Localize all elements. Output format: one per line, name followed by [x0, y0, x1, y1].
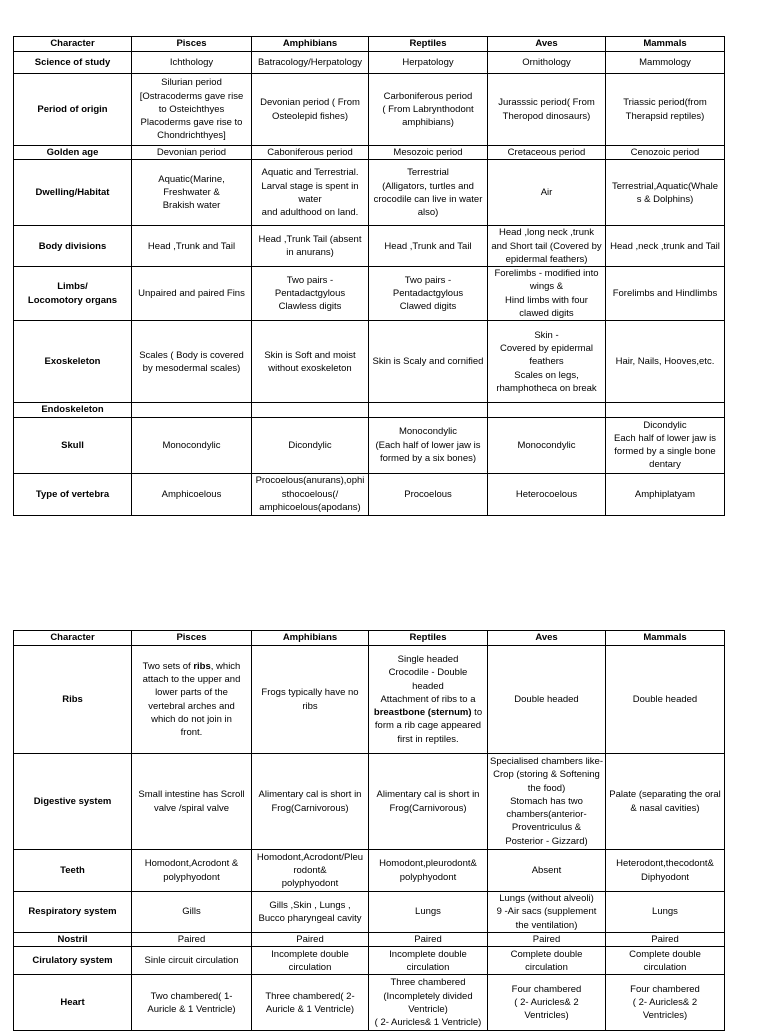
header-cell: Mammals [606, 37, 725, 52]
cell-reptiles: Terrestrial (Alligators, turtles and crocodile can live in water also) [369, 160, 488, 226]
cell-aves: Ornithology [488, 52, 606, 74]
cell-reptiles: Three chambered (Incompletely divided Ventricle) ( 2- Auricles& 1 Ventricle) [369, 975, 488, 1031]
cell-aves: Cretaceous period [488, 146, 606, 160]
cell-pisces: Silurian period [Ostracoderms gave rise to Osteichthyes Placoderms gave rise to Chondrichthyes] [132, 74, 252, 146]
table-header-row [14, 37, 725, 52]
row-character: Type of vertebra [14, 473, 132, 515]
cell-reptiles: Mesozoic period [369, 146, 488, 160]
cell-reptiles: Single headed Crocodile - Double headed Attachment of ribs to a breastbone (sternum) to form a rib cage appeared first in reptiles. [369, 646, 488, 754]
cell-aves: Forelimbs - modified into wings & Hind limbs with four clawed digits [488, 267, 606, 321]
table-row [14, 160, 725, 226]
cell-reptiles: Paired [369, 933, 488, 947]
row-character: Endoskeleton [14, 403, 132, 417]
cell-amphibians: Three chambered( 2- Auricle & 1 Ventricle) [252, 975, 369, 1031]
cell-mammals: Mammology [606, 52, 725, 74]
cell-pisces: Monocondylic [132, 417, 252, 473]
cell-amphibians: Dicondylic [252, 417, 369, 473]
cell-reptiles: Incomplete double circulation [369, 947, 488, 975]
cell-mammals: Four chambered ( 2- Auricles& 2 Ventricles) [606, 975, 725, 1031]
table-row [14, 321, 725, 403]
row-character: Cirulatory system [14, 947, 132, 975]
table-row [14, 850, 725, 892]
table-row [14, 267, 725, 321]
table-row [14, 754, 725, 850]
cell-reptiles [369, 403, 488, 417]
cell-mammals: Dicondylic Each half of lower jaw is formed by a single bone dentary [606, 417, 725, 473]
cell-mammals: Paired [606, 933, 725, 947]
header-cell: Aves [488, 37, 606, 52]
cell-pisces: Gills [132, 892, 252, 933]
cell-amphibians: Skin is Soft and moist without exoskeleton [252, 321, 369, 403]
bold-term: ribs [193, 660, 211, 672]
cell-mammals: Amphiplatyam [606, 473, 725, 515]
cell-pisces: Amphicoelous [132, 473, 252, 515]
cell-aves: Jurasssic period( From Theropod dinosaurs) [488, 74, 606, 146]
cell-mammals: Triassic period(from Therapsid reptiles) [606, 74, 725, 146]
row-character: Limbs/ Locomotory organs [14, 267, 132, 321]
header-cell: Reptiles [369, 631, 488, 646]
row-character: Respiratory system [14, 892, 132, 933]
cell-aves: Paired [488, 933, 606, 947]
cell-pisces: Small intestine has Scroll valve /spiral valve [132, 754, 252, 850]
bold-term: breastbone (sternum) [373, 707, 472, 719]
table-row [14, 975, 725, 1031]
cell-aves: Skin - Covered by epidermal feathers Scales on legs, rhamphotheca on break [488, 321, 606, 403]
cell-reptiles: Two pairs - Pentadactgylous Clawed digits [369, 267, 488, 321]
cell-pisces: Two chambered( 1- Auricle & 1 Ventricle) [132, 975, 252, 1031]
header-cell: Pisces [132, 37, 252, 52]
cell-aves [488, 403, 606, 417]
cell-reptiles: Procoelous [369, 473, 488, 515]
cell-aves: Four chambered ( 2- Auricles& 2 Ventricles) [488, 975, 606, 1031]
cell-amphibians: Caboniferous period [252, 146, 369, 160]
header-cell: Character [14, 37, 132, 52]
row-character: Body divisions [14, 226, 132, 267]
cell-pisces: Head ,Trunk and Tail [132, 226, 252, 267]
cell-pisces: Homodont,Acrodont & polyphyodont [132, 850, 252, 892]
cell-reptiles: Monocondylic (Each half of lower jaw is formed by a six bones) [369, 417, 488, 473]
cell-pisces: Devonian period [132, 146, 252, 160]
cell-amphibians: Two pairs - Pentadactgylous Clawless digits [252, 267, 369, 321]
header-cell: Character [14, 631, 132, 646]
row-character: Dwelling/Habitat [14, 160, 132, 226]
cell-pisces: Scales ( Body is covered by mesodermal scales) [132, 321, 252, 403]
cell-amphibians: Incomplete double circulation [252, 947, 369, 975]
cell-mammals: Heterodont,thecodont& Diphyodont [606, 850, 725, 892]
cell-amphibians: Frogs typically have no ribs [252, 646, 369, 754]
table-row [14, 417, 725, 473]
cell-aves: Double headed [488, 646, 606, 754]
table-row [14, 403, 725, 417]
cell-aves: Air [488, 160, 606, 226]
cell-reptiles: Herpatology [369, 52, 488, 74]
cell-aves: Monocondylic [488, 417, 606, 473]
table-row [14, 146, 725, 160]
cell-mammals: Palate (separating the oral & nasal cavities) [606, 754, 725, 850]
row-character: Ribs [14, 646, 132, 754]
cell-amphibians: Head ,Trunk Tail (absent in anurans) [252, 226, 369, 267]
cell-mammals [606, 403, 725, 417]
table-row [14, 947, 725, 975]
cell-reptiles: Carboniferous period ( From Labrynthodont amphibians) [369, 74, 488, 146]
header-cell: Reptiles [369, 37, 488, 52]
comparison-table-1 [13, 36, 725, 516]
cell-amphibians: Alimentary cal is short in Frog(Carnivorous) [252, 754, 369, 850]
cell-mammals: Lungs [606, 892, 725, 933]
cell-pisces: Sinle circuit circulation [132, 947, 252, 975]
row-character: Science of study [14, 52, 132, 74]
header-cell: Mammals [606, 631, 725, 646]
cell-mammals: Terrestrial,Aquatic(Whale s & Dolphins) [606, 160, 725, 226]
cell-reptiles: Lungs [369, 892, 488, 933]
cell-mammals: Forelimbs and Hindlimbs [606, 267, 725, 321]
cell-mammals: Cenozoic period [606, 146, 725, 160]
cell-mammals: Double headed [606, 646, 725, 754]
cell-mammals: Head ,neck ,trunk and Tail [606, 226, 725, 267]
table-row [14, 473, 725, 515]
cell-amphibians: Gills ,Skin , Lungs , Bucco pharyngeal cavity [252, 892, 369, 933]
cell-pisces: Ichthology [132, 52, 252, 74]
cell-amphibians: Devonian period ( From Osteolepid fishes) [252, 74, 369, 146]
cell-amphibians: Batracology/Herpatology [252, 52, 369, 74]
cell-amphibians: Aquatic and Terrestrial. Larval stage is spent in water and adulthood on land. [252, 160, 369, 226]
header-cell: Pisces [132, 631, 252, 646]
cell-amphibians: Paired [252, 933, 369, 947]
cell-aves: Heterocoelous [488, 473, 606, 515]
cell-aves: Lungs (without alveoli) 9 -Air sacs (supplement the ventilation) [488, 892, 606, 933]
table-row [14, 892, 725, 933]
header-cell: Amphibians [252, 631, 369, 646]
cell-mammals: Hair, Nails, Hooves,etc. [606, 321, 725, 403]
row-character: Exoskeleton [14, 321, 132, 403]
cell-aves: Head ,long neck ,trunk and Short tail (Covered by epidermal feathers) [488, 226, 606, 267]
cell-reptiles: Alimentary cal is short in Frog(Carnivorous) [369, 754, 488, 850]
table-row [14, 74, 725, 146]
cell-pisces [132, 403, 252, 417]
cell-reptiles: Homodont,pleurodont& polyphyodont [369, 850, 488, 892]
cell-aves: Absent [488, 850, 606, 892]
table-header-row [14, 631, 725, 646]
cell-reptiles: Head ,Trunk and Tail [369, 226, 488, 267]
cell-pisces: Two sets of ribs, which attach to the upper and lower parts of the vertebral arches and which do not join in front. [132, 646, 252, 754]
row-character: Nostril [14, 933, 132, 947]
row-character: Golden age [14, 146, 132, 160]
comparison-table-2 [13, 630, 725, 1031]
header-cell: Amphibians [252, 37, 369, 52]
cell-pisces: Unpaired and paired Fins [132, 267, 252, 321]
row-character: Heart [14, 975, 132, 1031]
cell-amphibians: Procoelous(anurans),ophi sthocoelous(/ amphicoelous(apodans) [252, 473, 369, 515]
cell-pisces: Aquatic(Marine, Freshwater & Brakish water [132, 160, 252, 226]
cell-aves: Complete double circulation [488, 947, 606, 975]
cell-amphibians: Homodont,Acrodont/Pleu rodont& polyphyodont [252, 850, 369, 892]
row-character: Period of origin [14, 74, 132, 146]
row-character: Skull [14, 417, 132, 473]
cell-pisces: Paired [132, 933, 252, 947]
table-row [14, 933, 725, 947]
row-character: Teeth [14, 850, 132, 892]
cell-reptiles: Skin is Scaly and cornified [369, 321, 488, 403]
table-row [14, 646, 725, 754]
table-row [14, 226, 725, 267]
cell-amphibians [252, 403, 369, 417]
cell-mammals: Complete double circulation [606, 947, 725, 975]
header-cell: Aves [488, 631, 606, 646]
row-character: Digestive system [14, 754, 132, 850]
table-row [14, 52, 725, 74]
cell-aves: Specialised chambers like- Crop (storing & Softening the food) Stomach has two chambers(anterior- Proventriculus & Posterior - Gizzard) [488, 754, 606, 850]
